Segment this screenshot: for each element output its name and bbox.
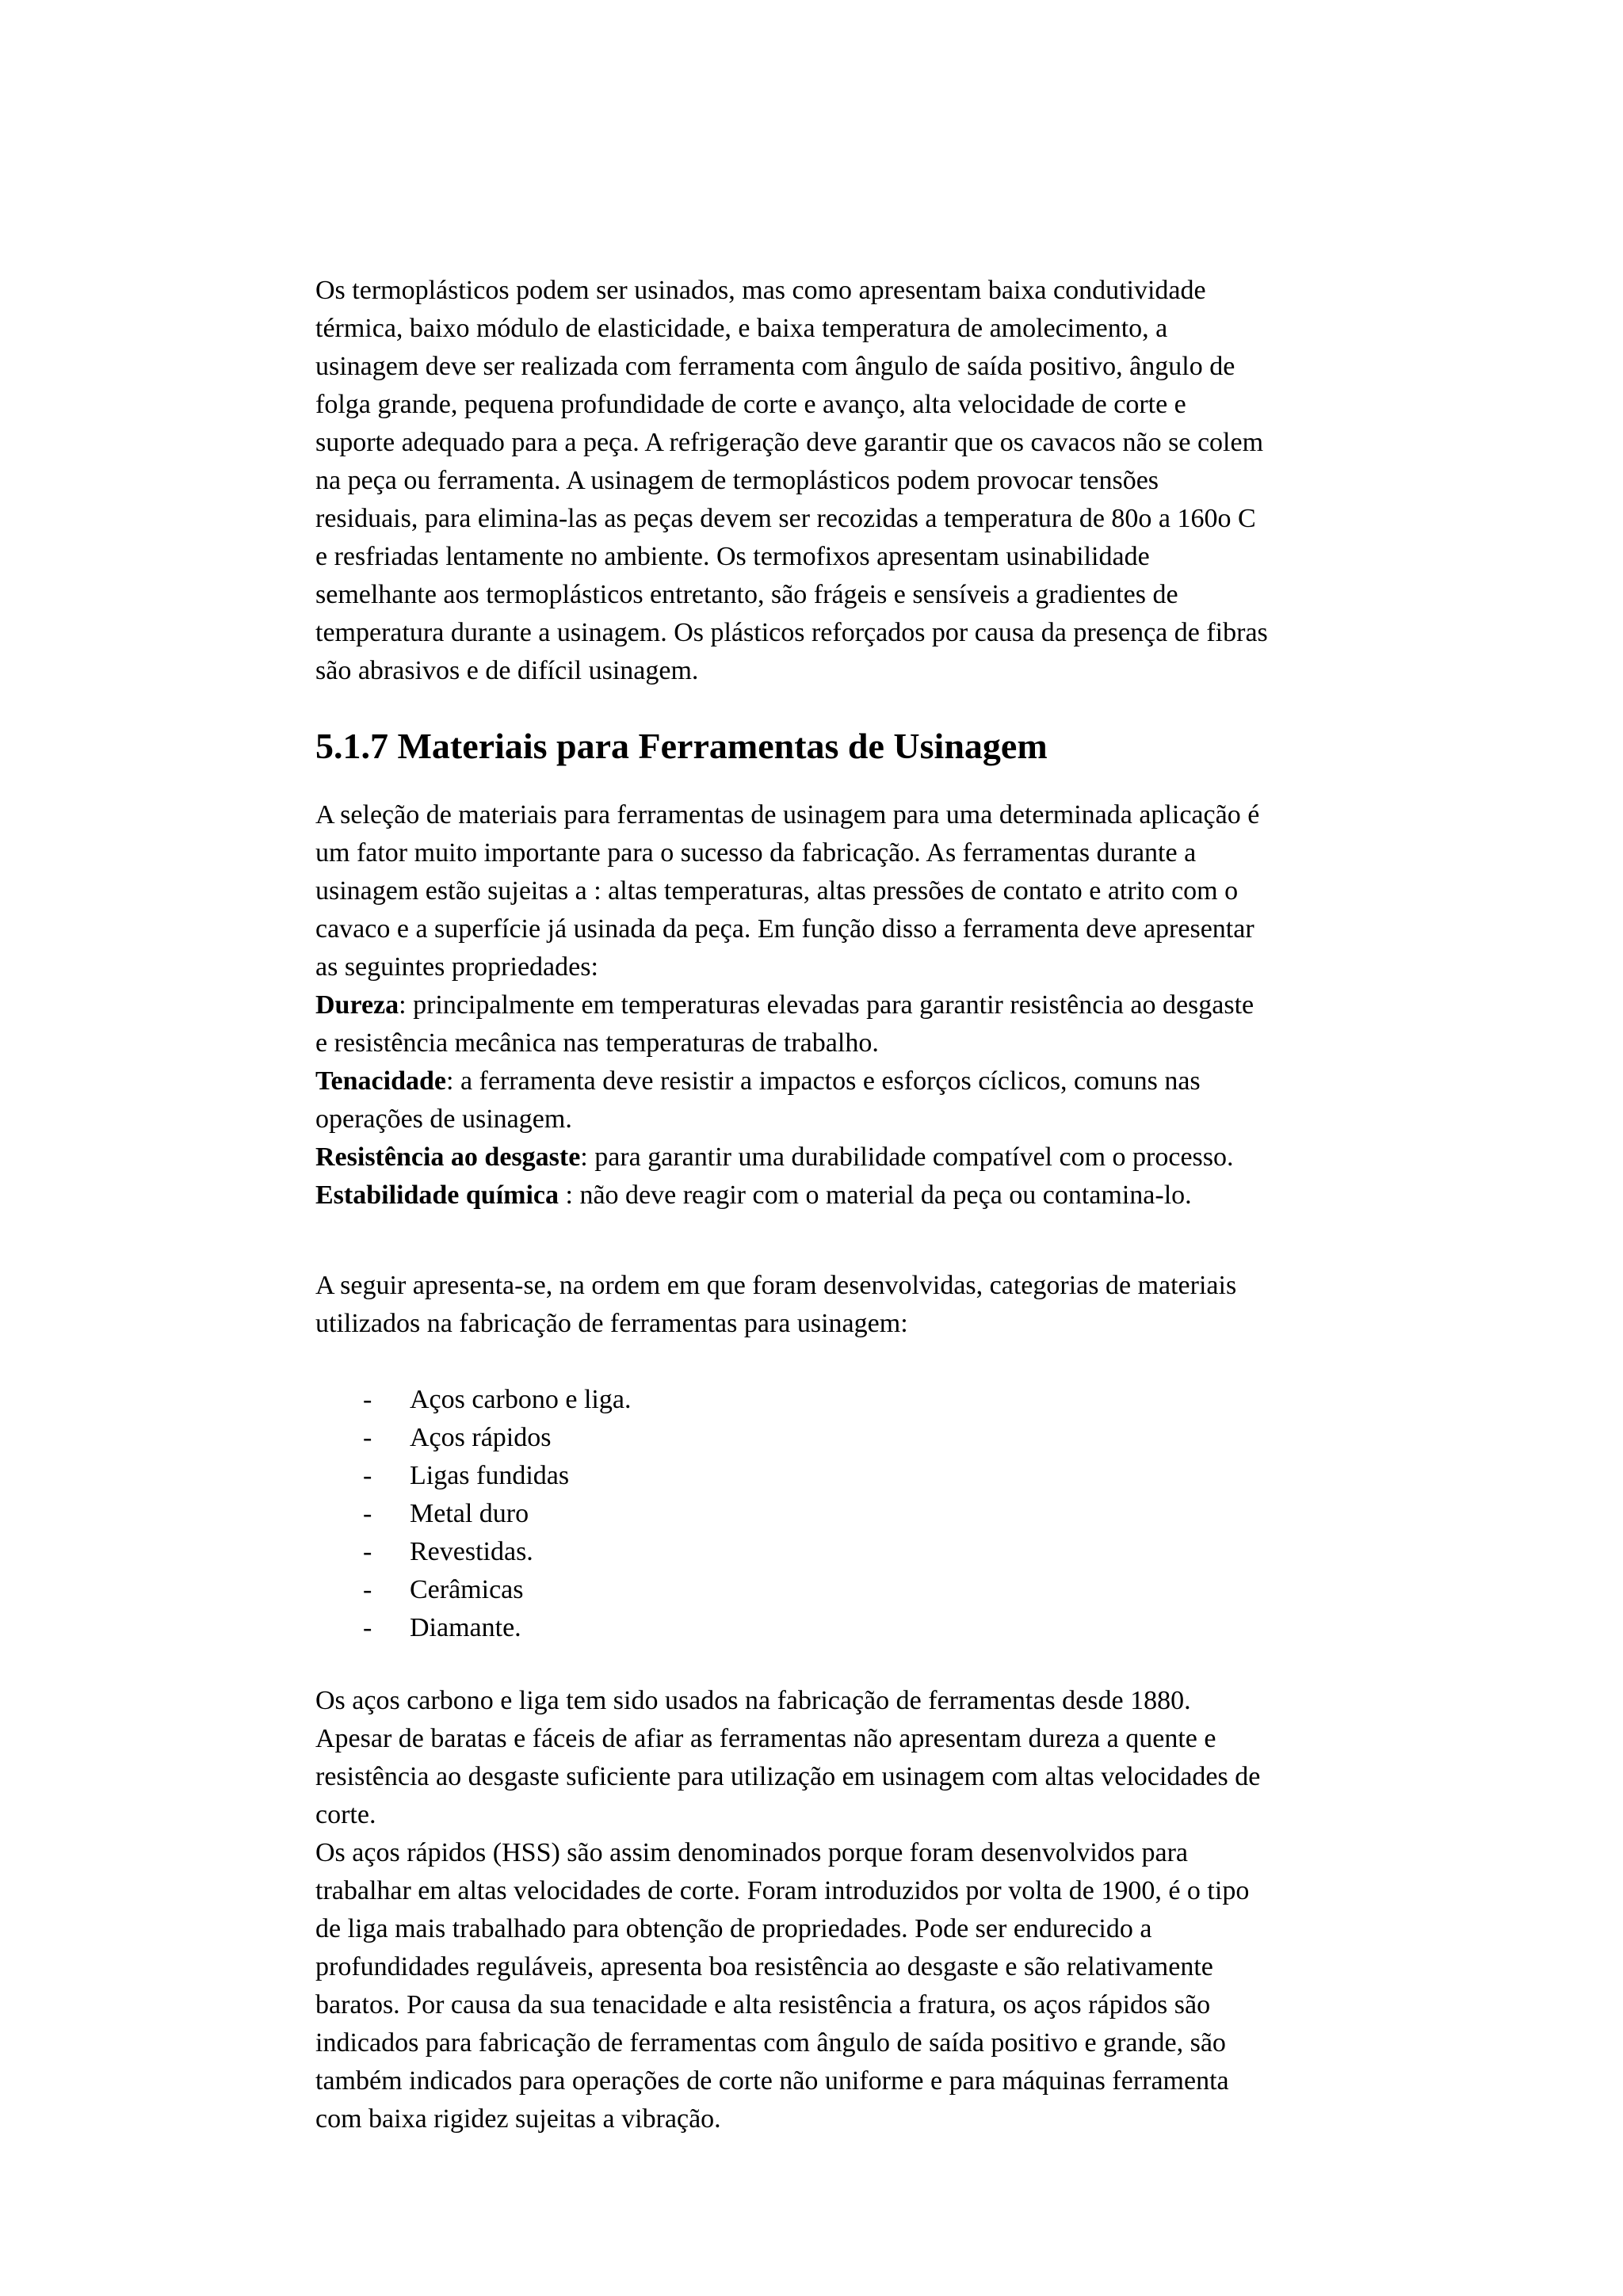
list-item: [315, 1533, 1465, 1571]
text-line: indicados para fabricação de ferramentas com ângulo de saída positivo e grande, são: [315, 2028, 1226, 2058]
text-line: na peça ou ferramenta. A usinagem de termoplásticos podem provocar tensões: [315, 466, 1159, 495]
text-line: resistência ao desgaste suficiente para utilização em usinagem com altas velocidades de: [315, 1762, 1261, 1791]
text-line: de liga mais trabalhado para obtenção de propriedades. Pode ser endurecido a: [315, 1914, 1152, 1943]
dash-bullet: -: [363, 1461, 372, 1490]
para-resistencia-desgaste: [315, 1138, 1465, 1177]
vertical-gap: [315, 1215, 1465, 1267]
text-line: suporte adequado para a peça. A refrigeração deve garantir que os cavacos não se colem: [315, 428, 1264, 457]
dash-bullet: -: [363, 1499, 372, 1528]
dash-bullet: -: [363, 1575, 372, 1604]
list-item-label: Revestidas.: [410, 1537, 533, 1566]
text-line: Os termoplásticos podem ser usinados, mas como apresentam baixa condutividade: [315, 276, 1206, 305]
line-text: : a ferramenta deve resistir a impactos e esforços cíclicos, comuns nas: [446, 1066, 1201, 1096]
materials-list: [315, 1381, 1465, 1647]
list-item: [315, 1495, 1465, 1533]
list-item: [315, 1457, 1465, 1495]
vertical-gap: [315, 771, 1465, 796]
section-heading: 5.1.7 Materiais para Ferramentas de Usinagem: [315, 726, 1048, 766]
para-dureza: [315, 986, 1465, 1062]
list-item: [315, 1609, 1465, 1647]
text-line: temperatura durante a usinagem. Os plásticos reforçados por causa da presença de fibras: [315, 618, 1268, 647]
text-line: são abrasivos e de difícil usinagem.: [315, 656, 699, 685]
text-line: cavaco e a superfície já usinada da peça. Em função disso a ferramenta deve apresentar: [315, 914, 1254, 944]
text-line: [315, 1177, 1465, 1215]
text-line: também indicados para operações de corte não uniforme e para máquinas ferramenta: [315, 2066, 1229, 2096]
dash-bullet: -: [363, 1423, 372, 1452]
para-acos-carbono: [315, 1682, 1465, 2138]
text-line: A seguir apresenta-se, na ordem em que foram desenvolvidas, categorias de materiais: [315, 1271, 1237, 1300]
dash-bullet: -: [363, 1537, 372, 1566]
text-line: [315, 986, 1465, 1024]
list-item-label: Metal duro: [410, 1499, 529, 1528]
bold-term: Tenacidade: [315, 1066, 447, 1096]
bold-term: Estabilidade química: [315, 1180, 559, 1210]
vertical-gap: [315, 1647, 1465, 1682]
text-line: operações de usinagem.: [315, 1104, 572, 1134]
text-line: semelhante aos termoplásticos entretanto, são frágeis e sensíveis a gradientes de: [315, 580, 1178, 609]
list-item-label: Diamante.: [410, 1613, 521, 1642]
text-line: Os aços rápidos (HSS) são assim denominados porque foram desenvolvidos para: [315, 1838, 1189, 1867]
text-line: trabalhar em altas velocidades de corte. Foram introduzidos por volta de 1900, é o tipo: [315, 1876, 1250, 1905]
bold-term: Dureza: [315, 990, 399, 1020]
text-line: folga grande, pequena profundidade de corte e avanço, alta velocidade de corte e: [315, 390, 1186, 419]
text-line: um fator muito importante para o sucesso da fabricação. As ferramentas durante a: [315, 838, 1197, 868]
list-item-label: Aços rápidos: [410, 1423, 552, 1452]
text-line: com baixa rigidez sujeitas a vibração.: [315, 2104, 721, 2134]
text-line: [315, 1138, 1465, 1177]
text-line: baratos. Por causa da sua tenacidade e alta resistência a fratura, os aços rápidos são: [315, 1990, 1211, 2019]
text-line: e resfriadas lentamente no ambiente. Os termofixos apresentam usinabilidade: [315, 542, 1150, 571]
text-line: as seguintes propriedades:: [315, 952, 598, 982]
text-line: Os aços carbono e liga tem sido usados na fabricação de ferramentas desde 1880.: [315, 1686, 1191, 1715]
text-line: e resistência mecânica nas temperaturas de trabalho.: [315, 1028, 879, 1058]
line-text: : principalmente em temperaturas elevadas para garantir resistência ao desgaste: [399, 990, 1254, 1020]
list-item-label: Cerâmicas: [410, 1575, 524, 1604]
text-line: [315, 1062, 1465, 1100]
para-estabilidade-quimica: [315, 1177, 1465, 1215]
text-line: Apesar de baratas e fáceis de afiar as ferramentas não apresentam dureza a quente e: [315, 1724, 1216, 1753]
line-text: : não deve reagir com o material da peça ou contamina-lo.: [559, 1180, 1192, 1210]
list-item-label: Aços carbono e liga.: [410, 1385, 632, 1414]
text-line: profundidades reguláveis, apresenta boa resistência ao desgaste e são relativamente: [315, 1952, 1213, 1981]
para-selecao: [315, 796, 1465, 986]
dash-bullet: -: [363, 1613, 372, 1642]
bold-term: Resistência ao desgaste: [315, 1142, 581, 1172]
text-line: utilizados na fabricação de ferramentas para usinagem:: [315, 1309, 908, 1338]
para-termoplasticos: [315, 272, 1465, 690]
dash-bullet: -: [363, 1385, 372, 1414]
list-item: [315, 1419, 1465, 1457]
para-a-seguir: [315, 1267, 1465, 1343]
text-line: A seleção de materiais para ferramentas de usinagem para uma determinada aplicação é: [315, 800, 1260, 830]
vertical-gap: [315, 1343, 1465, 1381]
list-item: [315, 1381, 1465, 1419]
list-item-label: Ligas fundidas: [410, 1461, 570, 1490]
text-line: residuais, para elimina-las as peças devem ser recozidas a temperatura de 80o a 160o C: [315, 504, 1256, 533]
list-item: [315, 1571, 1465, 1609]
text-line: corte.: [315, 1800, 376, 1829]
vertical-gap: [315, 690, 1465, 722]
line-text: : para garantir uma durabilidade compatível com o processo.: [580, 1142, 1234, 1172]
para-tenacidade: [315, 1062, 1465, 1138]
text-line: usinagem deve ser realizada com ferramenta com ângulo de saída positivo, ângulo de: [315, 352, 1235, 381]
text-line: térmica, baixo módulo de elasticidade, e baixa temperatura de amolecimento, a: [315, 314, 1168, 343]
text-line: usinagem estão sujeitas a : altas temperaturas, altas pressões de contato e atrito com o: [315, 876, 1239, 906]
